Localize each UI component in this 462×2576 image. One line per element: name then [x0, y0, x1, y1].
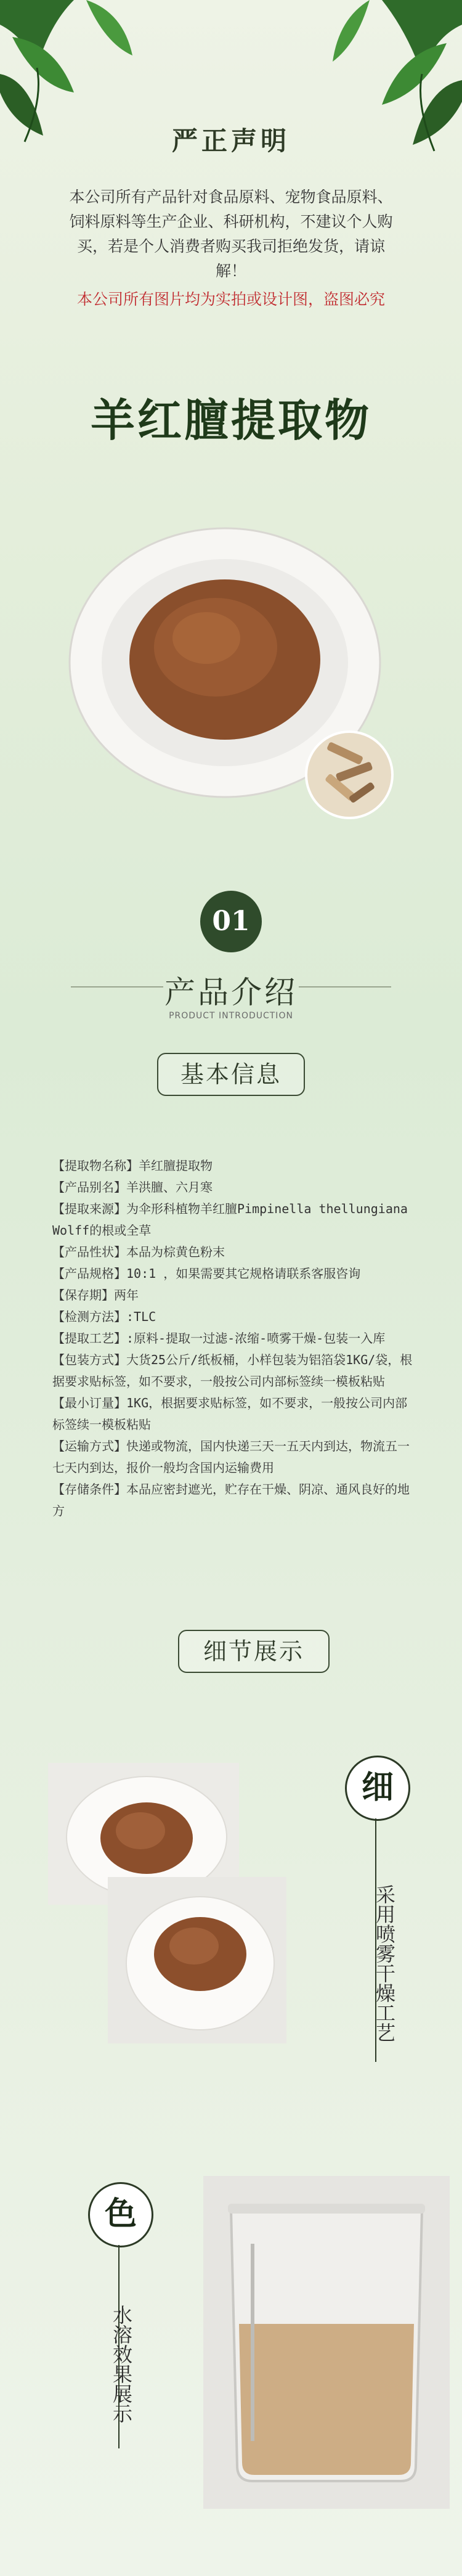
section-number-badge: 01	[200, 891, 262, 952]
info-row: 【产品性状】本品为棕黄色粉末	[52, 1245, 225, 1259]
info-row: 【包装方式】大货25公斤/纸板桶，小样包装为铝箔袋1KG/袋，根据要求贴标签，如不要求，一般按公司内部标签续一模板粘贴	[52, 1352, 413, 1389]
notice-title: 严正声明	[171, 126, 290, 156]
root-slices-image	[305, 730, 394, 820]
section-title: 产品介绍	[164, 975, 298, 1010]
detail-char-badge: 细	[345, 1756, 410, 1821]
info-row: 【存储条件】本品应密封遮光，贮存在干燥、阴凉、通风良好的地方	[52, 1482, 410, 1518]
info-row: 【提取物名称】羊红膻提取物	[52, 1158, 213, 1173]
info-row: 【保存期】两年	[52, 1288, 139, 1302]
detail-char-badge: 色	[88, 2182, 153, 2247]
section-subtitle: PRODUCT INTRODUCTION	[169, 1011, 293, 1021]
detail-display-label: 细节展示	[178, 1630, 330, 1673]
info-row: 【提取来源】为伞形科植物羊红膻Pimpinella thellungiana Wolff的根或全草	[52, 1201, 408, 1238]
beaker-solution-image	[203, 2176, 450, 2509]
notice-warning: 本公司所有图片均为实拍或设计图，盗图必究	[76, 290, 385, 308]
info-row: 【产品规格】10:1 ，如果需要其它规格请联系客服咨询	[52, 1266, 361, 1281]
info-row: 【最小订量】1KG，根据要求贴标签，如不要求，一般按公司内部标签续一模板粘贴	[52, 1396, 408, 1432]
powder-plate-photo	[108, 1877, 286, 2043]
product-info-list	[52, 1155, 416, 1522]
basic-info-label: 基本信息	[157, 1053, 305, 1096]
info-row: 【运输方式】快递或物流，国内快递三天一五天内到达，物流五一七天内到达，报价一般均含国内运输费用	[52, 1439, 410, 1475]
info-row: 【产品别名】羊洪膻、六月寒	[52, 1180, 213, 1195]
detail-caption: 水溶效果展示	[110, 2305, 133, 2423]
detail-caption: 采用喷雾干燥工艺	[373, 1884, 396, 2042]
product-title: 羊红膻提取物	[90, 395, 371, 446]
info-row: 【检测方法】:TLC	[52, 1309, 156, 1324]
info-row: 【提取工艺】:原料-提取一过滤-浓缩-喷雾干燥-包装一入库	[52, 1331, 386, 1346]
notice-text: 本公司所有产品针对食品原料、宠物食品原料、饲料原料等生产企业、科研机构，不建议个人购买，若是个人消费者购买我司拒绝发货，请谅解！	[69, 188, 393, 280]
